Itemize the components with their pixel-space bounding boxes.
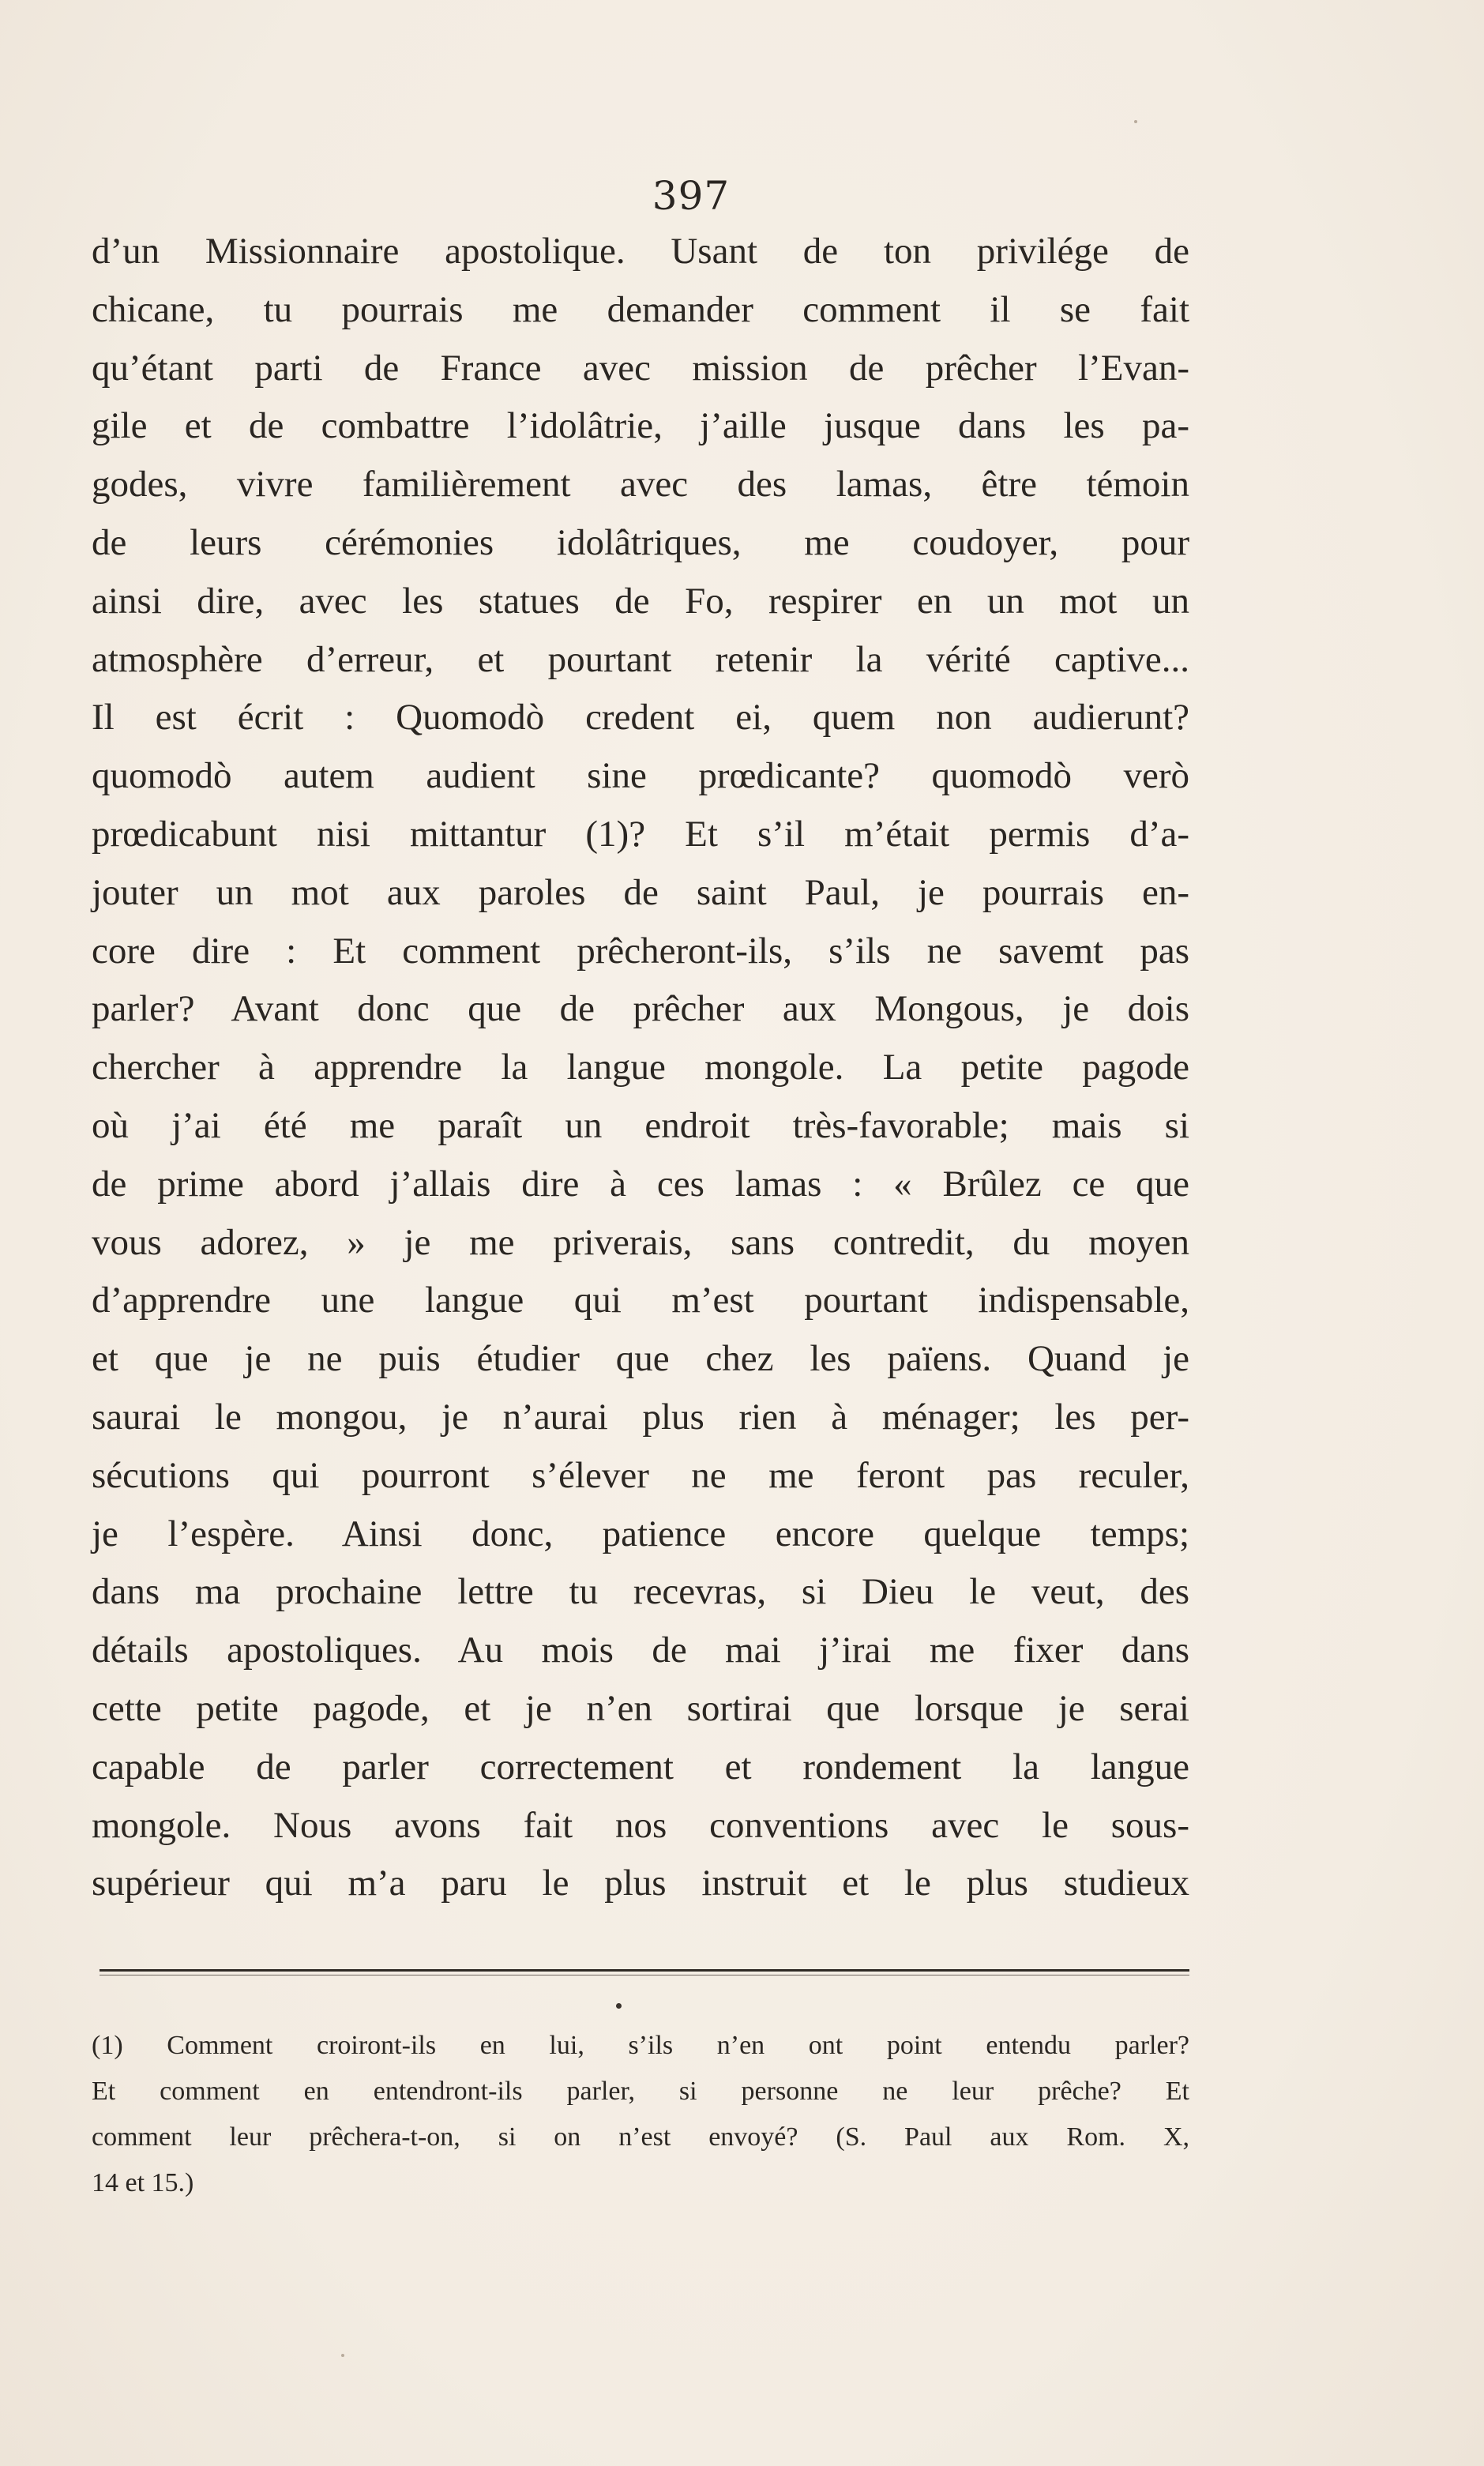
footnote-line: Et comment en entendront-ils parler, si personne ne leur prêche? Et	[92, 2077, 1189, 2106]
footnote-line: comment leur prêchera-t-on, si on n’est envoyé? (S. Paul aux Rom. X,	[92, 2122, 1189, 2152]
text-line: vous adorez, » je me priverais, sans contredit, du moyen	[92, 1221, 1189, 1263]
text-line: atmosphère d’erreur, et pourtant retenir la vérité captive...	[92, 638, 1189, 680]
text-line: core dire : Et comment prêcheront-ils, s’ils ne savemt pas	[92, 930, 1189, 972]
paper-speck	[1134, 120, 1137, 123]
text-line: d’apprendre une langue qui m’est pourtant indispensable,	[92, 1280, 1189, 1321]
text-line: supérieur qui m’a paru le plus instruit et le plus studieux	[92, 1863, 1189, 1904]
text-line: gile et de combattre l’idolâtrie, j’aille jusque dans les pa-	[92, 405, 1189, 447]
text-line: godes, vivre familièrement avec des lamas, être témoin	[92, 464, 1189, 506]
text-line: chercher à apprendre la langue mongole. La petite pagode	[92, 1047, 1189, 1088]
footnote-line: 14 et 15.)	[92, 2168, 194, 2197]
text-line: mongole. Nous avons fait nos conventions avec le sous-	[92, 1804, 1189, 1846]
text-line: parler? Avant donc que de prêcher aux Mongous, je dois	[92, 988, 1189, 1030]
text-line: prœdicabunt nisi mittantur (1)? Et s’il m’était permis d’a-	[92, 813, 1189, 855]
text-line: cette petite pagode, et je n’en sortirai que lorsque je serai	[92, 1687, 1189, 1729]
text-line: capable de parler correctement et rondement la langue	[92, 1746, 1189, 1787]
text-line: sécutions qui pourront s’élever ne me feront pas reculer,	[92, 1454, 1189, 1496]
footnote	[92, 2023, 1189, 2206]
page-number: 397	[652, 173, 731, 219]
paper-speck	[341, 2354, 344, 2357]
text-line: et que je ne puis étudier que chez les païens. Quand je	[92, 1338, 1189, 1380]
text-line: Il est écrit : Quomodò credent ei, quem non audierunt?	[92, 697, 1189, 739]
text-line: dans ma prochaine lettre tu recevras, si Dieu le veut, des	[92, 1571, 1189, 1613]
text-line: quomodò autem audient sine prœdicante? quomodò verò	[92, 755, 1189, 797]
text-line: où j’ai été me paraît un endroit très-favorable; mais si	[92, 1104, 1189, 1146]
text-line: jouter un mot aux paroles de saint Paul, je pourrais en-	[92, 871, 1189, 913]
ink-speck	[616, 2003, 622, 2009]
text-line: je l’espère. Ainsi donc, patience encore quelque temps;	[92, 1513, 1189, 1554]
text-line: qu’étant parti de France avec mission de prêcher l’Evan-	[92, 347, 1189, 389]
body-text	[92, 223, 1189, 1913]
text-line: de leurs cérémonies idolâtriques, me coudoyer, pour	[92, 521, 1189, 563]
text-line: ainsi dire, avec les statues de Fo, respirer en un mot un	[92, 580, 1189, 622]
text-line: saurai le mongou, je n’aurai plus rien à ménager; les per-	[92, 1396, 1189, 1438]
footnote-divider	[100, 1969, 1189, 1972]
text-line: chicane, tu pourrais me demander comment il se fait	[92, 288, 1189, 330]
footnote-line: (1) Comment croiront-ils en lui, s’ils n’en ont point entendu parler?	[92, 2031, 1189, 2060]
text-line: d’un Missionnaire apostolique. Usant de ton privilége de	[92, 231, 1189, 272]
text-line: détails apostoliques. Au mois de mai j’irai me fixer dans	[92, 1630, 1189, 1671]
text-line: de prime abord j’allais dire à ces lamas : « Brûlez ce que	[92, 1163, 1189, 1205]
